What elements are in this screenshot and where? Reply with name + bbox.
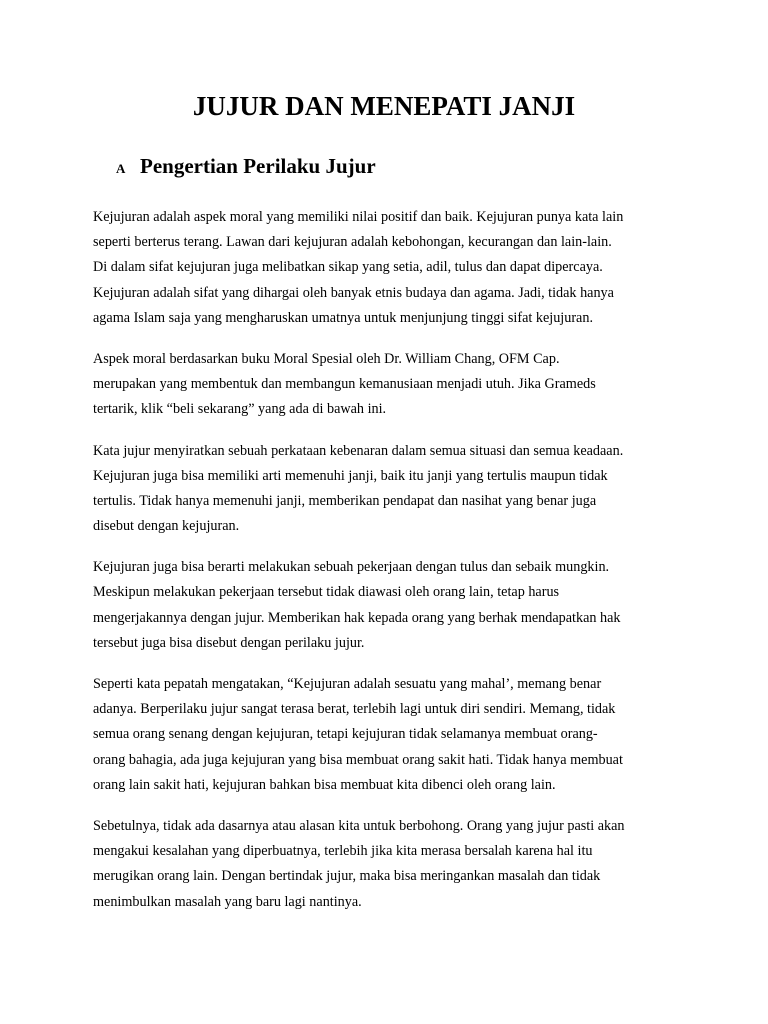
paragraph-line: mengakui kesalahan yang diperbuatnya, terlebih jika kita merasa bersalah karena hal itu [93, 843, 593, 860]
paragraph-4 [93, 555, 683, 656]
paragraph-line: Kejujuran juga bisa berarti melakukan sebuah pekerjaan dengan tulus dan sebaik mungkin. [93, 559, 610, 576]
document-title: JUJUR DAN MENEPATI JANJI [192, 91, 576, 121]
paragraph-line: merugikan orang lain. Dengan bertindak jujur, maka bisa meringankan masalah dan tidak [93, 868, 601, 885]
paragraph-line: tertulis. Tidak hanya memenuhi janji, memberikan pendapat dan nasihat yang benar juga [93, 492, 597, 509]
paragraph-line: tertarik, klik “beli sekarang” yang ada di bawah ini. [93, 401, 387, 418]
paragraph-1 [93, 205, 683, 331]
paragraph-line: seperti berterus terang. Lawan dari kejujuran adalah kebohongan, kecurangan dan lain-lain. [93, 234, 612, 251]
document-body [93, 205, 683, 931]
paragraph-line: menimbulkan masalah yang baru lagi nantinya. [93, 893, 362, 910]
paragraph-line: Kejujuran adalah aspek moral yang memiliki nilai positif dan baik. Kejujuran punya kata lain [93, 209, 624, 225]
paragraph-2 [93, 347, 683, 423]
paragraph-line: Kejujuran adalah sifat yang dihargai oleh banyak etnis budaya dan agama. Jadi, tidak hanya [93, 284, 614, 301]
paragraph-line: orang bahagia, ada juga kejujuran yang bisa membuat orang sakit hati. Tidak hanya membuat [93, 751, 623, 768]
paragraph-line: Di dalam sifat kejujuran juga melibatkan sikap yang setia, adil, tulus dan dapat dipercaya. [93, 259, 603, 276]
paragraph-line: disebut dengan kejujuran. [93, 518, 240, 535]
paragraph-6 [93, 814, 683, 915]
paragraph-line: mengerjakannya dengan jujur. Memberikan hak kepada orang yang berhak mendapatkan hak [93, 609, 621, 626]
paragraph-line: merupakan yang membentuk dan membangun kemanusiaan menjadi utuh. Jika Grameds [93, 376, 596, 393]
paragraph-line: orang lain sakit hati, kejujuran bahkan bisa membuat kita dibenci oleh orang lain. [93, 776, 556, 793]
section-heading [116, 154, 376, 179]
section-marker: A [116, 161, 126, 176]
paragraph-line: Sebetulnya, tidak ada dasarnya atau alasan kita untuk berbohong. Orang yang jujur pasti akan [93, 817, 625, 834]
paragraph-line: Aspek moral berdasarkan buku Moral Spesial oleh Dr. William Chang, OFM Cap. [93, 350, 560, 367]
paragraph-line: Kata jujur menyiratkan sebuah perkataan kebenaran dalam semua situasi dan semua keadaan. [93, 442, 624, 459]
paragraph-line: tersebut juga bisa disebut dengan perilaku jujur. [93, 634, 365, 651]
paragraph-3 [93, 439, 683, 540]
paragraph-line: Kejujuran juga bisa memiliki arti memenuhi janji, baik itu janji yang tertulis maupun tidak [93, 467, 608, 484]
paragraph-line: agama Islam saja yang mengharuskan umatnya untuk menjunjung tinggi sifat kejujuran. [93, 309, 593, 326]
paragraph-line: Seperti kata pepatah mengatakan, “Kejujuran adalah sesuatu yang mahal’, memang benar [93, 676, 602, 692]
section-title: Pengertian Perilaku Jujur [140, 154, 376, 178]
paragraph-5 [93, 672, 683, 798]
paragraph-line: semua orang senang dengan kejujuran, tetapi kejujuran tidak selamanya membuat orang- [93, 726, 598, 743]
paragraph-line: Meskipun melakukan pekerjaan tersebut tidak diawasi oleh orang lain, tetap harus [93, 584, 560, 601]
paragraph-line: adanya. Berperilaku jujur sangat terasa berat, terlebih lagi untuk diri sendiri. Memang, tidak [93, 701, 616, 718]
